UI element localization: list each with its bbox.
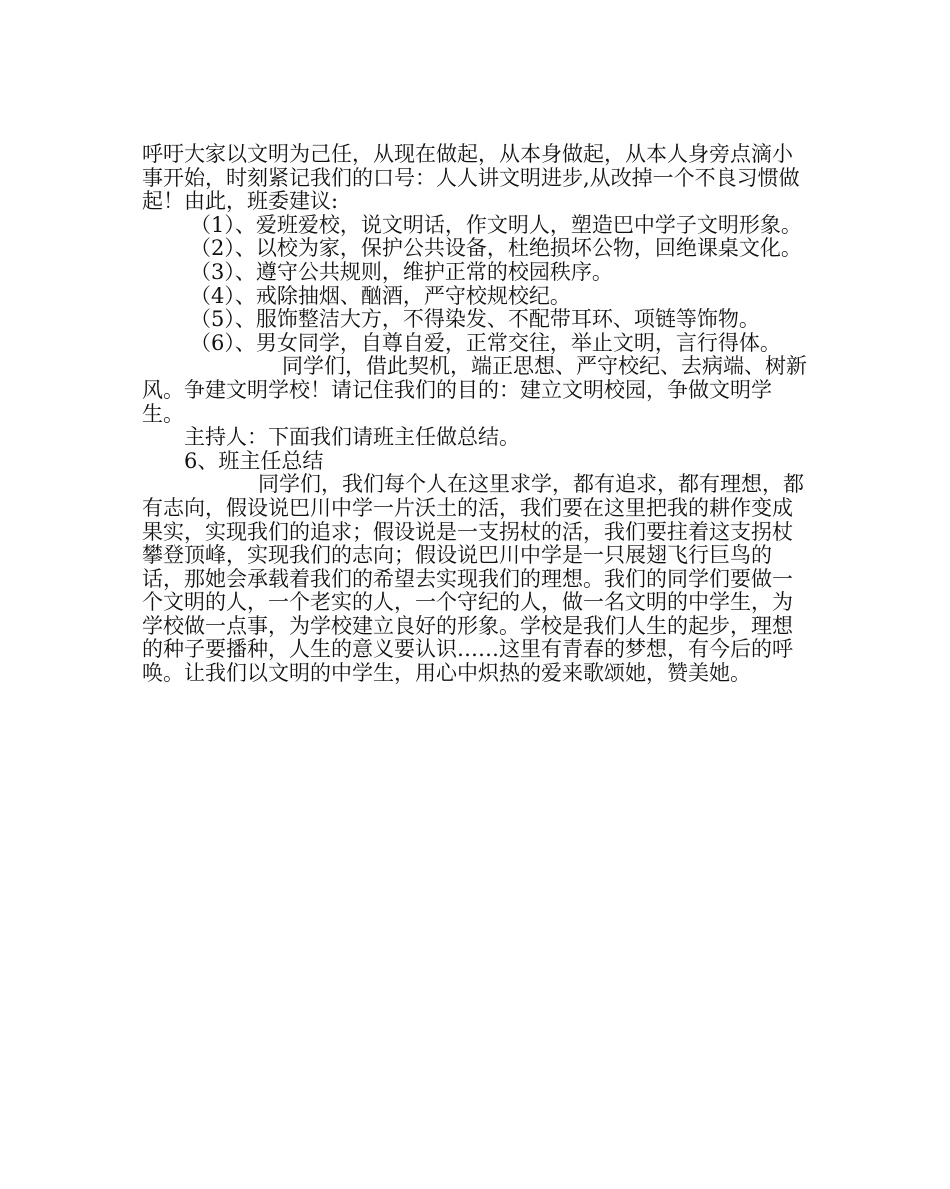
- appeal-paragraph: 同学们，借此契机，端正思想、严守校纪、去病端、树新风。争建文明学校！请记住我们的目的：建立文明校园，争做文明学生。: [142, 354, 807, 426]
- section-title: 6、班主任总结: [184, 448, 324, 473]
- host-line: 主持人：下面我们请班主任做总结。: [184, 425, 520, 450]
- intro-paragraph: 呼吁大家以文明为己任，从现在做起，从本身做起，从本人身旁点滴小事开始，时刻紧记我们的口号：人人讲文明进步,从改掉一个不良习惯做起！由此，班委建议:: [142, 142, 800, 214]
- proposal-item: （3）、遵守公共规则，维护正常的校园秩序。: [190, 259, 613, 284]
- proposal-item: （1）、爱班爱校，说文明话，作文明人，塑造巴中学子文明形象。: [190, 212, 802, 237]
- proposal-item: （6）、男女同学，自尊自爱，正常交往，举止文明，言行得体。: [190, 330, 781, 355]
- summary-paragraph: 同学们，我们每个人在这里求学，都有追求，都有理想，都有志向，假设说巴川中学一片沃土的活，我们要在这里把我的耕作变成果实，实现我们的追求；假设说是一支拐杖的活，我们要拄着这支拐杖攀登顶峰，实现我们的志向；假设说巴川中学是一只展翅飞行巨鸟的话，那她会承载着我们的希望去实现我们的理想。我们的同学们要做一个文明的人，一个老实的人，一个守纪的人，做一名文明的中学生，为学校做一点事，为学校建立良好的形象。学校是我们人生的起步，理想的种子要播种，人生的意义要认识……这里有青春的梦想，有今后的呼唤。让我们以文明的中学生，用心中炽热的爱来歌颂她，赞美她。: [142, 472, 804, 686]
- proposal-item: （4）、戒除抽烟、酗酒，严守校规校纪。: [190, 283, 571, 308]
- proposal-list: [142, 214, 812, 356]
- proposal-item: （2）、以校为家，保护公共设备，杜绝损坏公物，回绝课桌文化。: [190, 236, 802, 261]
- document-body: [142, 143, 812, 686]
- proposal-item: （5）、服饰整洁大方，不得染发、不配带耳环、项链等饰物。: [190, 307, 760, 332]
